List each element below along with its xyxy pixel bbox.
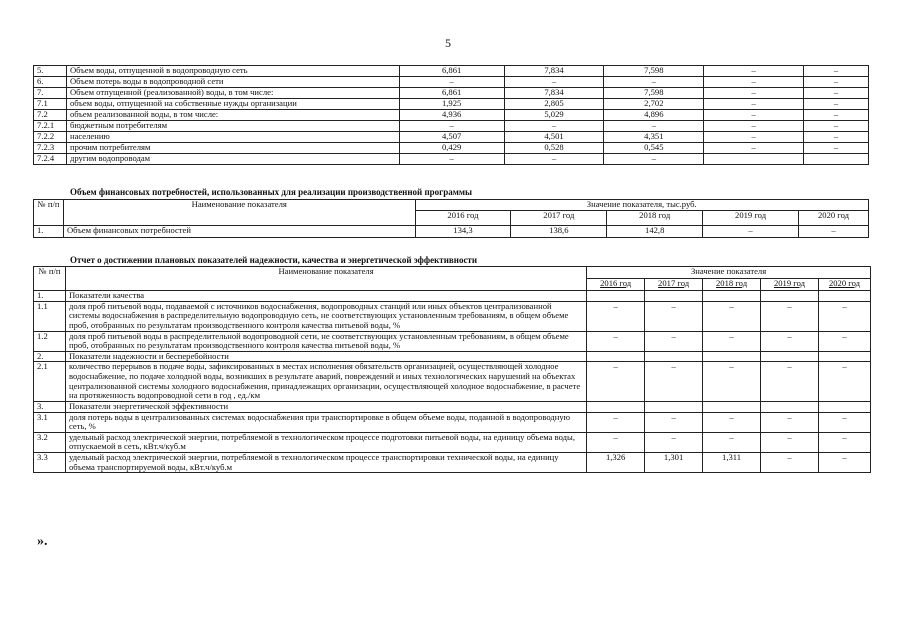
row-value: – (804, 121, 869, 132)
row-value: – (761, 301, 819, 331)
empty-cell (703, 351, 761, 362)
row-value (704, 154, 804, 165)
row-value: 134,3 (415, 226, 511, 238)
row-number: 5. (34, 66, 67, 77)
row-number: 1.1 (34, 301, 66, 331)
row-value: 7,598 (604, 88, 704, 99)
table-row (34, 453, 871, 473)
row-value: – (818, 301, 870, 331)
row-number: 7. (34, 88, 67, 99)
row-value: – (761, 432, 819, 452)
row-value: 0,429 (399, 143, 504, 154)
row-name: доля проб питьевой воды, подаваемой с источников водоснабжения, водопроводных станций или иных объектов централизованной системы водоснабжения в распределительную водопроводную сеть, не соответствующих установленным требованиям, в общем объеме проб, отобранных по результатам производственного контроля качества питьевой воды, % (65, 301, 586, 331)
row-name: Объем воды, отпущенной в водопроводную сеть (66, 66, 399, 77)
row-value: 4,501 (504, 132, 604, 143)
row-value: – (587, 331, 645, 351)
table-row (34, 226, 869, 238)
empty-cell (645, 351, 703, 362)
year-header: 2016 год (415, 211, 511, 226)
table-row (34, 432, 871, 452)
row-value: – (804, 99, 869, 110)
table-row (34, 331, 871, 351)
year-header: 2016 год (587, 279, 645, 291)
row-number: 7.1 (34, 99, 67, 110)
row-number: 7.2.4 (34, 154, 67, 165)
row-value: – (704, 121, 804, 132)
row-value: – (645, 432, 703, 452)
table-row (34, 121, 869, 132)
table-row (34, 301, 871, 331)
row-value: – (804, 66, 869, 77)
row-value: – (804, 143, 869, 154)
col-no-header: № п/п (34, 200, 64, 226)
row-name: другим водопроводам (66, 154, 399, 165)
row-number: 3.3 (34, 453, 66, 473)
row-value: 1,925 (399, 99, 504, 110)
table-row (34, 154, 869, 165)
row-name: объем реализованной воды, в том числе: (66, 110, 399, 121)
row-value: – (761, 453, 819, 473)
row-value: – (645, 331, 703, 351)
water-volume-table (33, 65, 869, 165)
empty-cell (587, 351, 645, 362)
row-name: доля проб питьевой воды в распределительной водопроводной сети, не соответствующих установленным требованиям, в общем объеме проб, отобранных по результатам производственного контроля качества питьевой воды, % (65, 331, 586, 351)
col-name-header: Наименование показателя (63, 200, 415, 226)
financial-needs-heading: Объем финансовых потребностей, использованных для реализации производственной программы (70, 187, 473, 197)
row-value: – (704, 88, 804, 99)
empty-cell (761, 291, 819, 302)
empty-cell (761, 401, 819, 412)
page-number: 5 (445, 36, 451, 50)
row-value: 6,861 (399, 88, 504, 99)
row-value: 2,805 (504, 99, 604, 110)
row-value: 7,598 (604, 66, 704, 77)
table-row (34, 132, 869, 143)
row-number: 1.2 (34, 331, 66, 351)
empty-cell (818, 351, 870, 362)
row-value: – (804, 110, 869, 121)
year-header: 2018 год (703, 279, 761, 291)
row-value: – (799, 226, 869, 238)
table-row (34, 77, 869, 88)
row-number: 3.1 (34, 412, 66, 432)
section-title: Показатели качества (65, 291, 586, 302)
empty-cell (818, 401, 870, 412)
row-value: 4,896 (604, 110, 704, 121)
row-value: – (804, 77, 869, 88)
col-name-header: Наименование показателя (65, 267, 586, 291)
section-row (34, 291, 871, 302)
year-header: 2019 год (703, 211, 799, 226)
row-value: – (818, 331, 870, 351)
col-value-header: Значение показателя, тыс.руб. (415, 200, 868, 211)
row-number: 2.1 (34, 362, 66, 402)
row-value: – (399, 121, 504, 132)
row-value: 0,528 (504, 143, 604, 154)
indicators-heading: Отчет о достижении плановых показателей надежности, качества и энергетической эффективности (70, 255, 478, 265)
row-value: – (704, 77, 804, 88)
financial-needs-table (33, 199, 869, 238)
table-row (34, 412, 871, 432)
row-value: – (399, 154, 504, 165)
row-value: – (399, 77, 504, 88)
row-value: – (587, 432, 645, 452)
empty-cell (818, 291, 870, 302)
row-number: 1. (34, 226, 64, 238)
row-value: 138,6 (511, 226, 607, 238)
table-row (34, 66, 869, 77)
section-row (34, 351, 871, 362)
empty-cell (645, 401, 703, 412)
row-value: – (587, 301, 645, 331)
row-value: – (504, 121, 604, 132)
row-value: – (704, 66, 804, 77)
row-name: удельный расход электрической энергии, потребляемой в технологическом процессе транспортировки технической воды, на единицу объема транспортируемой воды, кВт.ч/куб.м (65, 453, 586, 473)
row-name: количество перерывов в подаче воды, зафиксированных в местах исполнения обязательств организацией, осуществляющей холодное водоснабжение, по подаче холодной воды, возникших в результате аварий, повреждений и иных технологических нарушений на объектах централизованной системы холодного водоснабжения, принадлежащих организации, осуществляющей холодное водоснабжение, в расчете на протяженность водопроводной сети в год , ед./км (65, 362, 586, 402)
row-number: 7.2.2 (34, 132, 67, 143)
row-value: – (587, 362, 645, 402)
row-value: – (818, 453, 870, 473)
row-name: Объем потерь воды в водопроводной сети (66, 77, 399, 88)
row-value: 1,326 (587, 453, 645, 473)
row-name: бюджетным потребителям (66, 121, 399, 132)
row-value: – (804, 132, 869, 143)
row-value: 4,507 (399, 132, 504, 143)
row-value: 1,311 (703, 453, 761, 473)
row-number: 7.2.3 (34, 143, 67, 154)
empty-cell (761, 351, 819, 362)
row-value: – (703, 226, 799, 238)
row-name: объем воды, отпущенной на собственные нужды организации (66, 99, 399, 110)
empty-cell (703, 401, 761, 412)
row-number: 3. (34, 401, 66, 412)
row-name: доля потерь воды в централизованных системах водоснабжения при транспортировке в общем объеме воды, поданной в водопроводную сеть, % (65, 412, 586, 432)
row-value: 4,351 (604, 132, 704, 143)
row-value: – (587, 412, 645, 432)
row-value: 6,861 (399, 66, 504, 77)
table-row (34, 88, 869, 99)
row-number: 3.2 (34, 432, 66, 452)
row-value: – (703, 412, 761, 432)
row-value: – (804, 88, 869, 99)
section-row (34, 401, 871, 412)
row-name: населению (66, 132, 399, 143)
section-title: Показатели энергетической эффективности (65, 401, 586, 412)
row-value: – (604, 77, 704, 88)
row-value: – (704, 132, 804, 143)
row-value: 1,301 (645, 453, 703, 473)
row-value: – (818, 432, 870, 452)
row-name: Объем отпущенной (реализованной) воды, в том числе: (66, 88, 399, 99)
row-number: 6. (34, 77, 67, 88)
row-value: 4,936 (399, 110, 504, 121)
row-value (804, 154, 869, 165)
row-value: – (703, 301, 761, 331)
empty-cell (587, 291, 645, 302)
row-value: 7,834 (504, 88, 604, 99)
row-value: – (704, 110, 804, 121)
row-value: – (761, 362, 819, 402)
year-header: 2020 год (818, 279, 870, 291)
year-header: 2018 год (607, 211, 703, 226)
row-value: – (604, 154, 704, 165)
row-name: прочим потребителям (66, 143, 399, 154)
row-value: – (703, 362, 761, 402)
table-row (34, 362, 871, 402)
row-value: 2,702 (604, 99, 704, 110)
row-value: – (761, 412, 819, 432)
year-header: 2017 год (511, 211, 607, 226)
row-value: – (704, 143, 804, 154)
row-value: – (504, 154, 604, 165)
empty-cell (587, 401, 645, 412)
row-value: – (703, 331, 761, 351)
year-header: 2017 год (645, 279, 703, 291)
empty-cell (703, 291, 761, 302)
row-value: – (818, 362, 870, 402)
row-number: 7.2 (34, 110, 67, 121)
row-value: – (604, 121, 704, 132)
row-name: удельный расход электрической энергии, потребляемой в технологическом процессе подготовки питьевой воды, на единицу объема воды, отпускаемой в сеть, кВт.ч/куб.м (65, 432, 586, 452)
row-value: 0,545 (604, 143, 704, 154)
empty-cell (645, 291, 703, 302)
row-number: 1. (34, 291, 66, 302)
row-number: 7.2.1 (34, 121, 67, 132)
row-value: – (818, 412, 870, 432)
indicators-table (33, 266, 871, 473)
row-value: 5,029 (504, 110, 604, 121)
row-name: Объем финансовых потребностей (63, 226, 415, 238)
col-no-header: № п/п (34, 267, 66, 291)
col-value-header: Значение показателя (587, 267, 871, 279)
row-value: – (703, 432, 761, 452)
row-value: – (645, 412, 703, 432)
row-number: 2. (34, 351, 66, 362)
year-header: 2019 год (761, 279, 819, 291)
table-row (34, 143, 869, 154)
section-title: Показатели надежности и бесперебойности (65, 351, 586, 362)
table-row (34, 99, 869, 110)
table-row (34, 110, 869, 121)
row-value: – (645, 301, 703, 331)
row-value: – (704, 99, 804, 110)
row-value: 142,8 (607, 226, 703, 238)
row-value: – (504, 77, 604, 88)
row-value: – (761, 331, 819, 351)
row-value: – (645, 362, 703, 402)
year-header: 2020 год (799, 211, 869, 226)
row-value: 7,834 (504, 66, 604, 77)
closing-mark: ». (37, 534, 48, 549)
